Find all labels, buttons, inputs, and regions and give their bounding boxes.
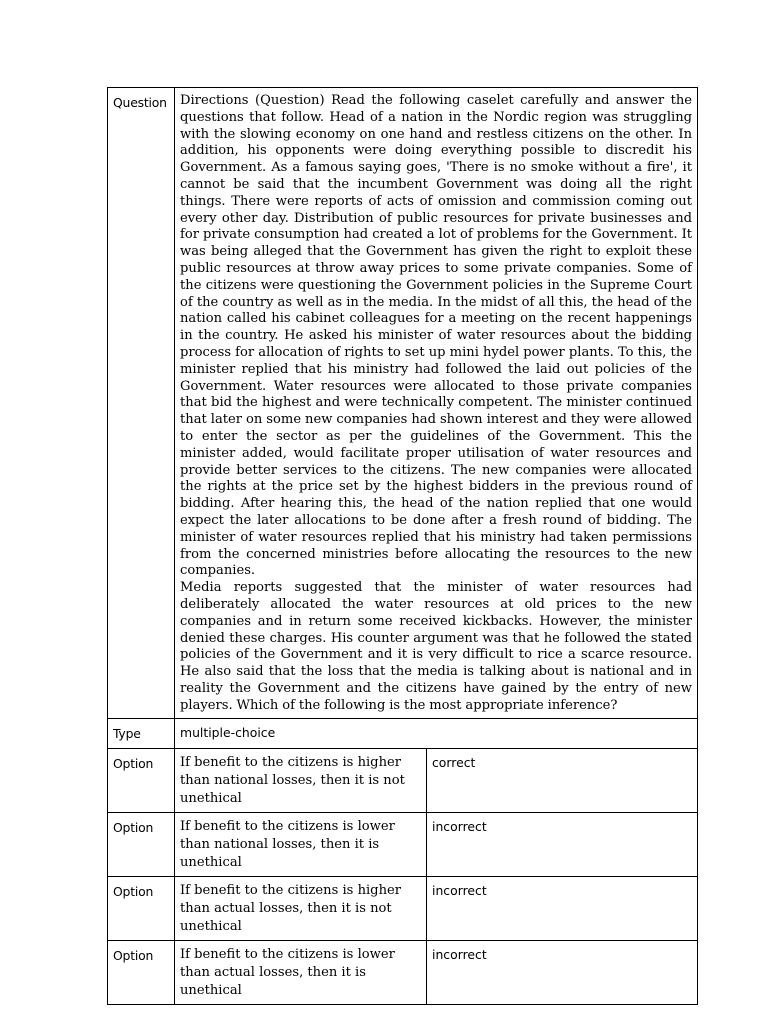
option-label: Option (108, 941, 175, 1005)
type-value: multiple-choice (175, 719, 698, 749)
option-status: incorrect (427, 813, 698, 877)
type-row (108, 719, 698, 749)
option-row-3 (108, 877, 698, 941)
option-text: If benefit to the citizens is higher than actual losses, then it is not unethical (175, 877, 427, 941)
question-row (108, 88, 698, 719)
question-table (107, 87, 698, 1005)
option-text: If benefit to the citizens is lower than actual losses, then it is unethical (175, 941, 427, 1005)
option-status: incorrect (427, 877, 698, 941)
option-status: incorrect (427, 941, 698, 1005)
option-label: Option (108, 749, 175, 813)
option-text: If benefit to the citizens is higher than national losses, then it is not unethical (175, 749, 427, 813)
option-label: Option (108, 877, 175, 941)
option-row-1 (108, 749, 698, 813)
option-row-2 (108, 813, 698, 877)
question-text (175, 88, 698, 719)
question-paragraph-2: Media reports suggested that the minister of water resources had deliberately allocated the water resources at old prices to the new companies and in return some received kickbacks. However, the minister denied these charges. His counter argument was that he followed the stated policies of the Government and it is very difficult to rice a scarce resource. He also said that the loss that the media is talking about is national and in reality the Government and the citizens have gained by the entry of new players. Which of the following is the most appropriate inference? (180, 580, 693, 713)
option-row-4 (108, 941, 698, 1005)
question-label: Question (108, 88, 175, 719)
question-paragraph-1: Directions (Question) Read the following caselet carefully and answer the questions that follow. Head of a nation in the Nordic region was struggling with the slowing economy on one hand and restless citizens on the other. In addition, his opponents were doing everything possible to discredit his Government. As a famous saying goes, 'There is no smoke without a fire', it cannot be said that the incumbent Government was doing all the right things. There were reports of acts of omission and commission coming out every other day. Distribution of public resources for private businesses and for private consumption had created a lot of problems for the Government. It was being alleged that the Government has given the right to exploit these public resources at throw away prices to some private companies. Some of the citizens were questioning the Government policies in the Supreme Court of the country as well as in the media. In the midst of all this, the head of the nation called his cabinet colleagues for a meeting on the recent happenings in the country. He asked his minister of water resources about the bidding process for allocation of rights to set up mini hydel power plants. To this, the minister replied that his ministry had followed the laid out policies of the Government. Water resources were allocated to those private companies that bid the highest and were technically competent. The minister continued that later on some new companies had shown interest and they were allowed to enter the sector as per the guidelines of the Government. This the minister added, would facilitate proper utilisation of water resources and provide better services to the citizens. The new companies were allocated the rights at the price set by the highest bidders in the previous round of bidding. After hearing this, the head of the nation replied that one would expect the later allocations to be done after a fresh round of bidding. The minister of water resources replied that his ministry had taken permissions from the concerned ministries before allocating the resources to the new companies. (180, 93, 693, 579)
option-label: Option (108, 813, 175, 877)
option-status: correct (427, 749, 698, 813)
option-text: If benefit to the citizens is lower than national losses, then it is unethical (175, 813, 427, 877)
type-label: Type (108, 719, 175, 749)
